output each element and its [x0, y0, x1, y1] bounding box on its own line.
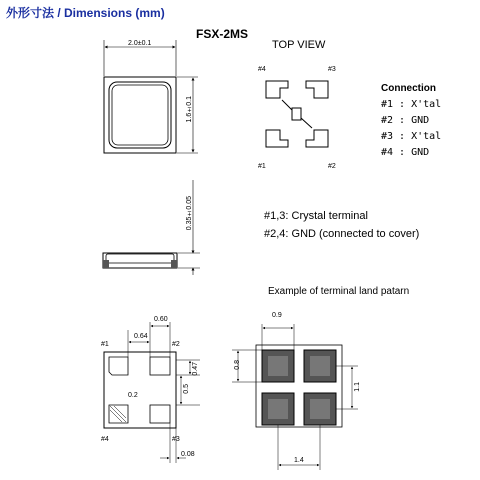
note-line: #1,3: Crystal terminal [264, 210, 368, 222]
package-side-view [103, 253, 177, 268]
bottom-pin-3: #3 [172, 436, 180, 443]
connection-row: #2 : GND [381, 115, 430, 126]
bottom-pin-4: #4 [101, 436, 109, 443]
page-header: 外形寸法 / Dimensions (mm) [6, 6, 165, 20]
connection-row: #4 : GND [381, 147, 430, 158]
land-pattern-title: Example of terminal land patarn [268, 286, 410, 297]
connection-table [381, 83, 441, 163]
gap-dim: 0.2 [128, 392, 138, 399]
top-view-title: TOP VIEW [272, 39, 326, 51]
pitch-y-dim: 0.5 [183, 384, 190, 394]
terminal-notes [264, 210, 419, 246]
bottom-view-pads [109, 357, 170, 423]
land-pad-h-dim: 0.8 [234, 360, 241, 370]
note-line: #2,4: GND (connected to cover) [264, 228, 420, 240]
height-dim-label: 1.6±0.1 [186, 96, 193, 123]
model-name: FSX-2MS [196, 27, 249, 41]
edge-dim: 0.08 [181, 451, 195, 458]
pad-y-dim: 0.47 [192, 362, 199, 376]
thickness-dim-label: 0.35±0.05 [186, 196, 193, 231]
top-pin-3: #3 [328, 66, 336, 73]
connection-row: #1 : X'tal [381, 99, 442, 110]
top-view-pads [266, 81, 328, 147]
top-pin-4: #4 [258, 66, 266, 73]
land-total-h-dim: 1.1 [354, 382, 361, 392]
connection-row: #3 : X'tal [381, 131, 442, 142]
top-pin-1: #1 [258, 163, 266, 170]
bottom-pin-2: #2 [172, 341, 180, 348]
top-pin-2: #2 [328, 163, 336, 170]
pitch-x-dim: 0.60 [154, 316, 168, 323]
land-total-w-dim: 1.4 [294, 457, 304, 464]
connection-title: Connection [381, 83, 436, 94]
bottom-pin-1: #1 [101, 341, 109, 348]
package-top-outline [104, 77, 176, 153]
width-dim-label: 2.0±0.1 [128, 40, 152, 47]
pad-x-dim: 0.64 [134, 333, 148, 340]
land-pad-w-dim: 0.9 [272, 312, 282, 319]
